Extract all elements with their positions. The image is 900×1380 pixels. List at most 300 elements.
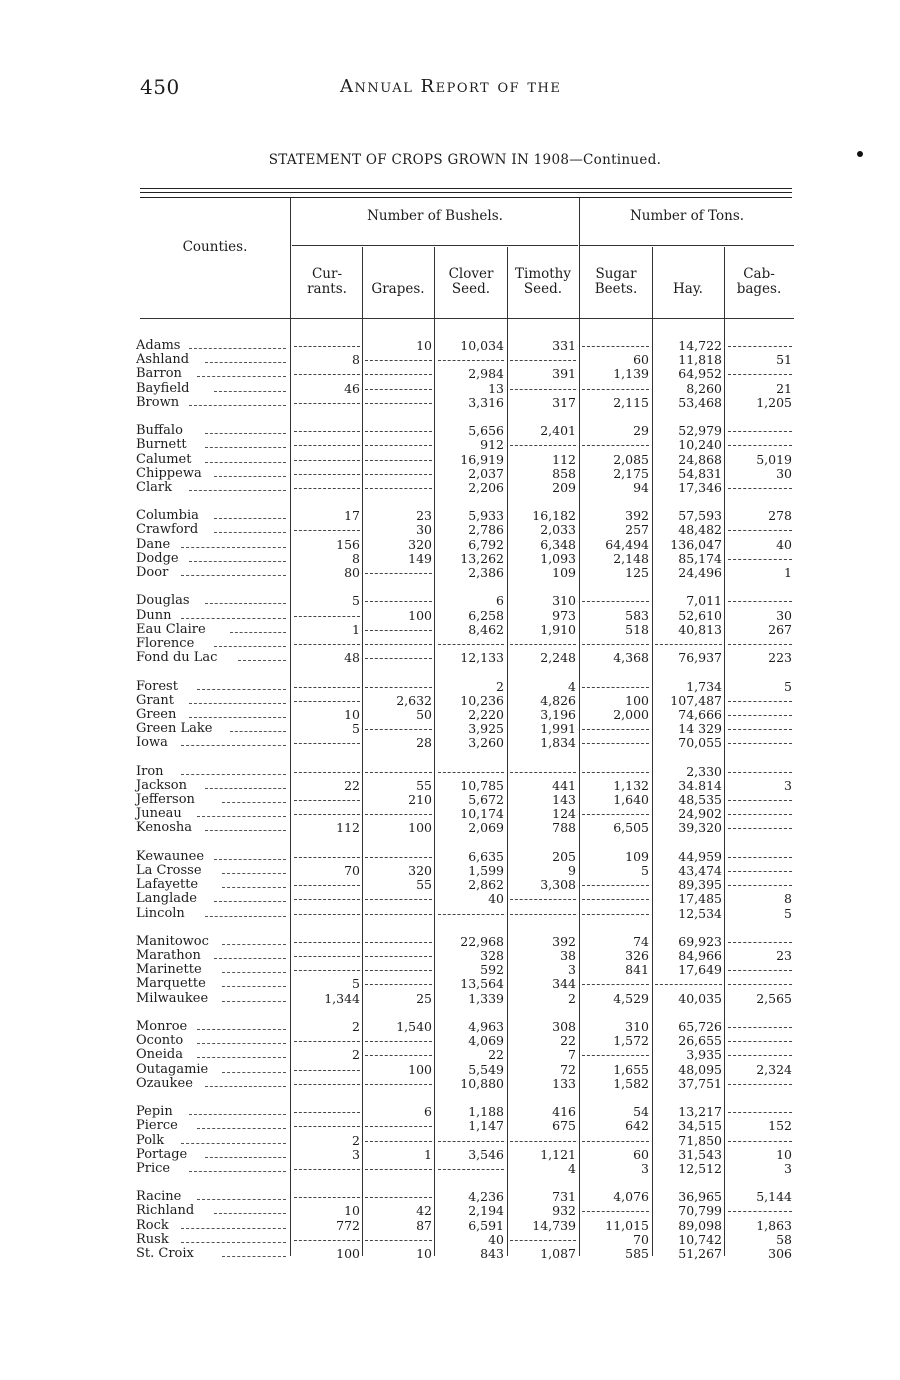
empty-cell <box>294 445 360 446</box>
table-row <box>136 509 796 523</box>
value-cell: 80 <box>344 565 360 580</box>
value-cell: 100 <box>625 692 649 708</box>
value-cell: 24,496 <box>678 565 722 580</box>
value-cell: 10 <box>416 1246 432 1261</box>
value-cell: 6,591 <box>468 1217 504 1233</box>
value-cell: 2,175 <box>613 465 649 481</box>
value-cell: 210 <box>408 792 432 807</box>
value-cell: 6,505 <box>613 820 649 836</box>
empty-cell <box>365 658 432 659</box>
dot-leader <box>189 481 286 491</box>
value-cell: 34,515 <box>678 1118 722 1134</box>
value-cell: 156 <box>336 536 360 552</box>
value-cell: 17 <box>344 508 360 524</box>
empty-cell <box>582 1055 649 1056</box>
table-row <box>136 637 796 651</box>
table-row <box>136 566 796 580</box>
value-cell: 100 <box>408 607 432 623</box>
grapes-header: Grapes. <box>371 281 425 297</box>
county-name: Iron <box>136 763 164 779</box>
value-cell: 16,919 <box>460 451 504 467</box>
empty-cell <box>365 1126 432 1127</box>
value-cell: 10 <box>344 706 360 722</box>
empty-cell <box>728 1027 792 1028</box>
dot-leader <box>189 396 286 406</box>
empty-cell <box>294 885 360 886</box>
county-name: Marathon <box>136 948 201 964</box>
top-rule-lower <box>140 197 792 198</box>
empty-cell <box>294 644 360 645</box>
value-cell: 2,115 <box>613 394 649 410</box>
table-row <box>136 1204 796 1218</box>
dot-leader <box>189 1162 286 1172</box>
value-cell: 36,965 <box>678 1189 722 1205</box>
value-cell: 8 <box>784 891 792 907</box>
empty-cell <box>582 743 649 744</box>
dot-leader <box>189 694 286 704</box>
empty-cell <box>655 644 722 645</box>
value-cell: 2,248 <box>540 650 576 666</box>
county-name: Pierce <box>136 1118 178 1134</box>
empty-cell <box>728 346 792 347</box>
dot-leader <box>222 992 286 1002</box>
value-cell: 8 <box>352 352 360 368</box>
value-cell: 10 <box>416 338 432 353</box>
dot-leader <box>222 864 286 874</box>
value-cell: 1,599 <box>468 862 504 878</box>
value-cell: 7,011 <box>686 593 722 609</box>
empty-cell <box>728 1041 792 1042</box>
value-cell: 331 <box>552 338 576 353</box>
empty-cell <box>728 871 792 872</box>
value-cell: 932 <box>552 1203 576 1219</box>
value-cell: 2 <box>352 1132 360 1148</box>
value-cell: 22,968 <box>460 933 504 949</box>
empty-cell <box>294 530 360 531</box>
empty-cell <box>365 857 432 858</box>
value-cell: 51,267 <box>678 1246 722 1261</box>
value-cell: 675 <box>552 1118 576 1134</box>
dot-leader <box>197 1034 286 1044</box>
empty-cell <box>728 1055 792 1056</box>
value-cell: 39,320 <box>678 820 722 836</box>
value-cell: 267 <box>768 621 792 637</box>
empty-cell <box>438 914 504 915</box>
value-cell: 6 <box>424 1104 432 1120</box>
empty-cell <box>510 914 576 915</box>
county-name: Columbia <box>136 508 199 524</box>
empty-cell <box>365 488 432 489</box>
value-cell: 2,000 <box>613 706 649 722</box>
table-row <box>136 523 796 537</box>
empty-cell <box>294 800 360 801</box>
value-cell: 13,262 <box>460 550 504 566</box>
value-cell: 9 <box>568 862 576 878</box>
dot-leader <box>222 935 286 945</box>
value-cell: 112 <box>552 451 576 467</box>
value-cell: 328 <box>480 948 504 964</box>
table-row <box>136 864 796 878</box>
table-row <box>136 708 796 722</box>
value-cell: 10,236 <box>460 692 504 708</box>
value-cell: 788 <box>552 820 576 836</box>
currants-header: Cur- rants. <box>307 266 347 297</box>
dot-leader <box>222 1247 286 1257</box>
value-cell: 5,019 <box>756 451 792 467</box>
dot-leader <box>214 467 286 477</box>
empty-cell <box>294 1169 360 1170</box>
empty-cell <box>365 942 432 943</box>
county-name: Jefferson <box>136 792 195 807</box>
empty-cell <box>294 899 360 900</box>
county-name: Chippewa <box>136 465 202 481</box>
table-row <box>136 1048 796 1062</box>
value-cell: 3,925 <box>468 721 504 737</box>
empty-cell <box>365 814 432 815</box>
dot-leader <box>214 892 286 902</box>
value-cell: 112 <box>336 820 360 836</box>
value-cell: 85,174 <box>678 550 722 566</box>
empty-cell <box>582 687 649 688</box>
empty-cell <box>438 1169 504 1170</box>
dot-leader <box>230 722 286 732</box>
county-name: Clark <box>136 479 172 495</box>
value-cell: 4,963 <box>468 1019 504 1034</box>
county-name: Jackson <box>136 777 187 793</box>
empty-cell <box>294 1240 360 1241</box>
table-row <box>136 438 796 452</box>
empty-cell <box>365 360 432 361</box>
dot-leader <box>214 509 286 519</box>
dot-leader <box>205 424 286 434</box>
value-cell: 5 <box>352 721 360 737</box>
value-cell: 2,632 <box>396 692 432 708</box>
dot-leader <box>189 552 286 562</box>
value-cell: 912 <box>480 437 504 453</box>
value-cell: 24,868 <box>678 451 722 467</box>
value-cell: 441 <box>552 777 576 793</box>
empty-cell <box>582 445 649 446</box>
value-cell: 48,482 <box>678 522 722 538</box>
dot-leader <box>197 1020 286 1030</box>
empty-cell <box>582 729 649 730</box>
dot-leader <box>181 765 286 775</box>
empty-cell <box>728 885 792 886</box>
value-cell: 74,666 <box>678 706 722 722</box>
value-cell: 4,076 <box>613 1189 649 1205</box>
county-name: Polk <box>136 1132 165 1148</box>
empty-cell <box>510 1141 576 1142</box>
value-cell: 1,132 <box>613 777 649 793</box>
county-name: Kenosha <box>136 820 193 836</box>
empty-cell <box>728 530 792 531</box>
table-row <box>136 779 796 793</box>
value-cell: 11,818 <box>678 352 722 368</box>
dot-leader <box>197 1190 286 1200</box>
empty-cell <box>294 857 360 858</box>
value-cell: 5 <box>641 862 649 878</box>
value-cell: 52,979 <box>678 423 722 439</box>
county-name: Oconto <box>136 1033 184 1049</box>
value-cell: 60 <box>633 352 649 368</box>
empty-cell <box>582 389 649 390</box>
value-cell: 2,330 <box>686 763 722 779</box>
county-name: Oneida <box>136 1047 183 1063</box>
empty-cell <box>510 1240 576 1241</box>
table-row <box>136 1219 796 1233</box>
dot-leader <box>197 1119 286 1129</box>
empty-cell <box>294 460 360 461</box>
table-row <box>136 339 796 353</box>
empty-cell <box>365 1141 432 1142</box>
table-row <box>136 963 796 977</box>
value-cell: 1,910 <box>540 621 576 637</box>
county-name: Iowa <box>136 735 168 751</box>
value-cell: 518 <box>625 621 649 637</box>
table-row <box>136 694 796 708</box>
table-title: STATEMENT OF CROPS GROWN IN 1908—Continued. <box>268 152 662 168</box>
table-row <box>136 594 796 608</box>
empty-cell <box>728 1211 792 1212</box>
value-cell: 5,933 <box>468 508 504 524</box>
value-cell: 1,640 <box>613 792 649 807</box>
empty-cell <box>365 403 432 404</box>
dot-leader <box>197 680 286 690</box>
page-number: 450 <box>140 75 180 99</box>
empty-cell <box>582 1211 649 1212</box>
dot-leader <box>197 807 286 817</box>
top-rule <box>140 188 792 189</box>
dot-leader <box>222 878 286 888</box>
table-row <box>136 1063 796 1077</box>
dot-leader <box>181 1233 286 1243</box>
value-cell: 22 <box>560 1033 576 1049</box>
value-cell: 583 <box>625 607 649 623</box>
value-cell: 89,395 <box>678 877 722 893</box>
county-name: Crawford <box>136 522 199 538</box>
county-name: Langlade <box>136 891 198 907</box>
value-cell: 1,540 <box>396 1019 432 1034</box>
value-cell: 48,095 <box>678 1061 722 1077</box>
value-cell: 5,549 <box>468 1061 504 1077</box>
bushels-group-rule <box>292 245 578 246</box>
value-cell: 22 <box>344 777 360 793</box>
table-row <box>136 1077 796 1091</box>
dot-leader <box>197 367 286 377</box>
empty-cell <box>294 687 360 688</box>
value-cell: 4,826 <box>540 692 576 708</box>
county-name: Marquette <box>136 976 206 992</box>
value-cell: 320 <box>408 536 432 552</box>
empty-cell <box>728 431 792 432</box>
empty-cell <box>365 601 432 602</box>
value-cell: 3 <box>784 1160 792 1176</box>
value-cell: 11,015 <box>605 1217 649 1233</box>
value-cell: 2,324 <box>756 1061 792 1077</box>
value-cell: 17,649 <box>678 962 722 978</box>
table-row <box>136 382 796 396</box>
value-cell: 136,047 <box>670 536 722 552</box>
value-cell: 109 <box>552 565 576 580</box>
dot-leader <box>205 1148 286 1158</box>
county-name: Milwaukee <box>136 990 209 1006</box>
empty-cell <box>438 772 504 773</box>
value-cell: 209 <box>552 479 576 495</box>
value-cell: 87 <box>416 1217 432 1233</box>
empty-cell <box>582 346 649 347</box>
value-cell: 1,205 <box>756 394 792 410</box>
value-cell: 326 <box>625 948 649 964</box>
value-cell: 1,093 <box>540 550 576 566</box>
empty-cell <box>728 729 792 730</box>
dot-leader <box>181 566 286 576</box>
value-cell: 10 <box>344 1203 360 1219</box>
table-row <box>136 977 796 991</box>
value-cell: 74 <box>633 933 649 949</box>
value-cell: 2,033 <box>540 522 576 538</box>
value-cell: 5 <box>784 905 792 921</box>
dot-leader <box>197 1048 286 1058</box>
dot-leader <box>181 538 286 548</box>
value-cell: 843 <box>480 1246 504 1261</box>
dot-leader <box>205 907 286 917</box>
empty-cell <box>728 828 792 829</box>
county-name: Juneau <box>136 806 182 822</box>
value-cell: 34.814 <box>678 777 722 793</box>
county-name: Monroe <box>136 1019 188 1034</box>
value-cell: 10,742 <box>678 1231 722 1247</box>
value-cell: 4 <box>568 1160 576 1176</box>
crop-table-body <box>136 339 796 1261</box>
value-cell: 6,635 <box>468 848 504 864</box>
dot-leader <box>189 708 286 718</box>
county-name: Green Lake <box>136 721 213 737</box>
empty-cell <box>365 984 432 985</box>
value-cell: 391 <box>552 366 576 382</box>
empty-cell <box>582 601 649 602</box>
value-cell: 13,217 <box>678 1104 722 1120</box>
value-cell: 2,386 <box>468 565 504 580</box>
empty-cell <box>438 644 504 645</box>
value-cell: 4,236 <box>468 1189 504 1205</box>
value-cell: 13 <box>488 380 504 396</box>
value-cell: 17,346 <box>678 479 722 495</box>
value-cell: 12,512 <box>678 1160 722 1176</box>
value-cell: 278 <box>768 508 792 524</box>
county-name: Eau Claire <box>136 621 206 637</box>
value-cell: 10,880 <box>460 1075 504 1091</box>
empty-cell <box>728 970 792 971</box>
value-cell: 14 329 <box>678 721 722 737</box>
value-cell: 2 <box>352 1019 360 1034</box>
value-cell: 152 <box>768 1118 792 1134</box>
empty-cell <box>294 431 360 432</box>
value-cell: 12,133 <box>460 650 504 666</box>
county-name: Ashland <box>136 352 190 368</box>
value-cell: 585 <box>625 1246 649 1261</box>
value-cell: 46 <box>344 380 360 396</box>
value-cell: 21 <box>776 380 792 396</box>
county-name: Kewaunee <box>136 848 205 864</box>
value-cell: 4,529 <box>613 990 649 1006</box>
table-row <box>136 1148 796 1162</box>
empty-cell <box>365 729 432 730</box>
value-cell: 100 <box>336 1246 360 1261</box>
value-cell: 858 <box>552 465 576 481</box>
running-head: Annual Report of the <box>340 76 562 97</box>
value-cell: 54 <box>633 1104 649 1120</box>
bushels-group-header: Number of Bushels. <box>367 208 503 224</box>
table-row <box>136 609 796 623</box>
empty-cell <box>582 984 649 985</box>
dot-leader <box>230 623 286 633</box>
value-cell: 31,543 <box>678 1146 722 1162</box>
empty-cell <box>728 814 792 815</box>
value-cell: 26,655 <box>678 1033 722 1049</box>
value-cell: 392 <box>552 933 576 949</box>
value-cell: 84,966 <box>678 948 722 964</box>
value-cell: 2,862 <box>468 877 504 893</box>
cabbages-header: Cab- bages. <box>736 266 782 297</box>
value-cell: 23 <box>776 948 792 964</box>
value-cell: 223 <box>768 650 792 666</box>
value-cell: 5,144 <box>756 1189 792 1205</box>
value-cell: 55 <box>416 777 432 793</box>
empty-cell <box>728 1084 792 1085</box>
dot-leader <box>214 637 286 647</box>
empty-cell <box>728 1141 792 1142</box>
value-cell: 1,991 <box>540 721 576 737</box>
table-row <box>136 1247 796 1261</box>
value-cell: 23 <box>416 508 432 524</box>
county-name: Buffalo <box>136 423 183 439</box>
empty-cell <box>582 814 649 815</box>
empty-cell <box>294 1070 360 1071</box>
hay-header: Hay. <box>673 281 703 297</box>
county-name: Door <box>136 565 169 580</box>
value-cell: 2,194 <box>468 1203 504 1219</box>
empty-cell <box>365 687 432 688</box>
value-cell: 3,260 <box>468 735 504 751</box>
empty-cell <box>438 1141 504 1142</box>
table-row <box>136 736 796 750</box>
value-cell: 149 <box>408 550 432 566</box>
dot-leader <box>238 651 286 661</box>
table-row <box>136 1233 796 1247</box>
value-cell: 3 <box>352 1146 360 1162</box>
value-cell: 17,485 <box>678 891 722 907</box>
value-cell: 257 <box>625 522 649 538</box>
value-cell: 1,834 <box>540 735 576 751</box>
empty-cell <box>510 644 576 645</box>
empty-cell <box>294 1197 360 1198</box>
dot-leader <box>222 963 286 973</box>
value-cell: 76,937 <box>678 650 722 666</box>
table-row <box>136 623 796 637</box>
value-cell: 2,148 <box>613 550 649 566</box>
county-name: Bayfield <box>136 380 190 396</box>
value-cell: 2,565 <box>756 990 792 1006</box>
value-cell: 3 <box>641 1160 649 1176</box>
empty-cell <box>510 360 576 361</box>
value-cell: 133 <box>552 1075 576 1091</box>
empty-cell <box>728 984 792 985</box>
table-row <box>136 1190 796 1204</box>
empty-cell <box>294 1126 360 1127</box>
value-cell: 5 <box>352 593 360 609</box>
value-cell: 320 <box>408 862 432 878</box>
county-name: Rusk <box>136 1231 169 1247</box>
